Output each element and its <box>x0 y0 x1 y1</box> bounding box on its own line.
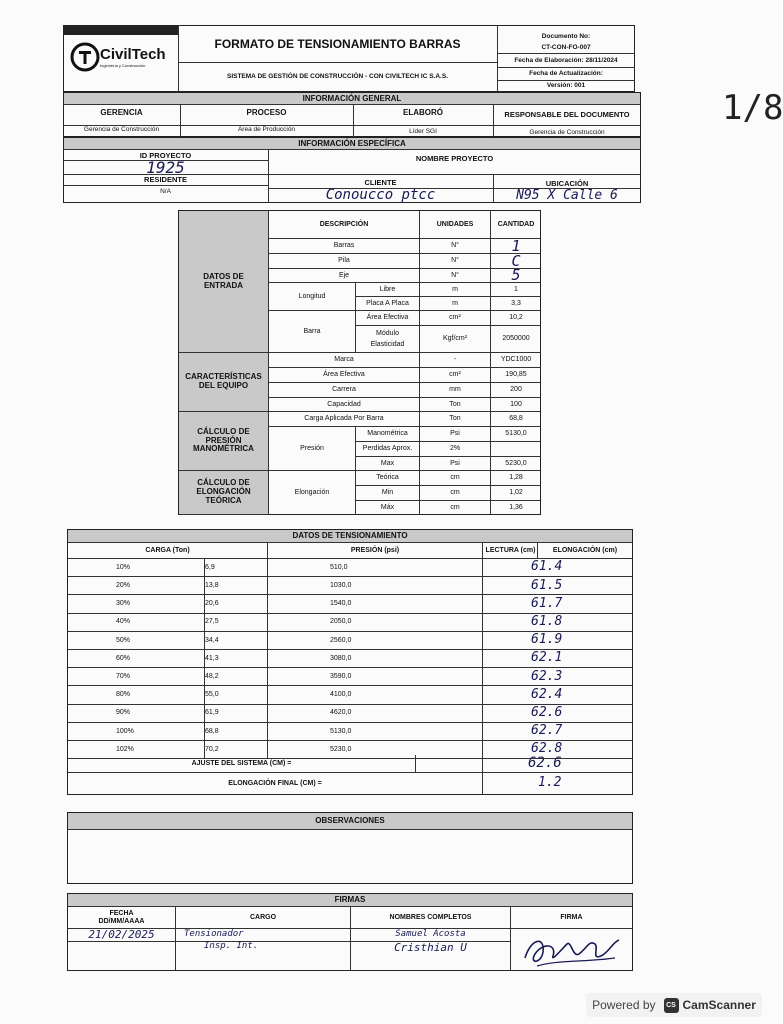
qty-carrera: 200 <box>491 383 541 398</box>
unit-max-elong: cm <box>420 501 491 515</box>
tension-psi: 4100,0 <box>268 686 483 704</box>
tension-psi: 5230,0 <box>268 741 483 759</box>
update-date-label: Fecha de Actualización: <box>529 70 603 77</box>
client-label: CLIENTE <box>364 178 397 187</box>
ajuste-spacer <box>416 755 483 773</box>
logo <box>70 40 174 74</box>
project-id-label: ID PROYECTO <box>139 151 192 160</box>
tension-psi: 510,0 <box>268 559 483 577</box>
general-header-proceso: PROCESO <box>246 108 287 117</box>
sig-header-nombres: NOMBRES COMPLETOS <box>351 907 511 929</box>
tension-pct: 70% <box>68 668 205 686</box>
qty-area: 10,2 <box>491 311 541 326</box>
sub-presion: Presión <box>269 427 356 471</box>
client-value: Conoucco ptcc <box>325 187 436 203</box>
unit-carga-aplicada: Ton <box>420 412 491 427</box>
location-label: UBICACIÓN <box>545 179 589 188</box>
tension-header-presion: PRESIÓN (psi) <box>268 543 483 559</box>
tension-read: 62.4 <box>483 686 538 704</box>
desc-carga-aplicada: Carga Aplicada Por Barra <box>269 412 420 427</box>
desc-marca: Marca <box>269 353 420 368</box>
general-value-proceso: Área de Producción <box>237 126 296 133</box>
ajuste-label: AJUSTE DEL SISTEMA (CM) = <box>68 755 416 773</box>
version: Versión: 001 <box>546 82 586 89</box>
col-cantidad: CANTIDAD <box>491 211 541 239</box>
desc-max-elong: Máx <box>356 501 420 515</box>
tension-elong <box>538 686 632 704</box>
tension-read: 61.9 <box>483 632 538 650</box>
tension-ton: 41,3 <box>205 650 268 668</box>
unit-min: cm <box>420 486 491 501</box>
tension-ton: 48,2 <box>205 668 268 686</box>
camscanner-badge[interactable] <box>586 993 762 1017</box>
unit-perdidas: 2% <box>420 442 491 457</box>
desc-max: Max <box>356 457 420 471</box>
project-name-label: NOMBRE PROYECTO <box>415 154 494 163</box>
sig-header-firma: FIRMA <box>511 907 632 929</box>
group-datos-entrada: DATOS DE ENTRADA <box>179 211 269 353</box>
desc-pila: Pila <box>269 254 420 269</box>
desc-min: Min <box>356 486 420 501</box>
unit-area-equipo: cm² <box>420 368 491 383</box>
final-label: ELONGACIÓN FINAL (CM) = <box>68 773 483 794</box>
tension-header-elongacion: ELONGACIÓN (cm) <box>538 543 632 559</box>
tension-ton: 34,4 <box>205 632 268 650</box>
qty-area-equipo: 190,85 <box>491 368 541 383</box>
document-subtitle: SISTEMA DE GESTIÓN DE CONSTRUCCIÓN - CON CIVILTECH IC S.A.S. <box>226 73 448 80</box>
tension-read: 62.8 <box>483 741 538 759</box>
sub-barra: Barra <box>269 311 356 353</box>
tension-psi: 2050,0 <box>268 614 483 632</box>
desc-placa: Placa A Placa <box>356 297 420 311</box>
unit-carrera: mm <box>420 383 491 398</box>
general-header-responsable: RESPONSABLE DEL DOCUMENTO <box>504 110 630 119</box>
tension-elong <box>538 650 632 668</box>
sig-fecha-2 <box>68 942 176 970</box>
tension-psi: 1030,0 <box>268 577 483 595</box>
tension-ton: 55,0 <box>205 686 268 704</box>
tension-header-lectura-pad <box>483 543 538 559</box>
elaboration-date: Fecha de Elaboración: 28/11/2024 <box>514 57 618 64</box>
tension-elong <box>538 632 632 650</box>
powered-by-text: Powered by <box>592 998 656 1012</box>
location-value: N95 X Calle 6 <box>516 188 618 203</box>
camscanner-brand: CamScanner <box>682 998 756 1012</box>
desc-modulo: Módulo Elasticidad <box>356 326 420 353</box>
header-logo-band <box>64 26 178 35</box>
desc-barras: Barras <box>269 239 420 254</box>
logo-icon <box>70 42 100 72</box>
tension-pct: 10% <box>68 559 205 577</box>
group-calculo-elongacion: CÁLCULO DE ELONGACIÓN TEÓRICA <box>179 471 269 515</box>
qty-carga-aplicada: 68,8 <box>491 412 541 427</box>
signatures-box <box>67 893 633 971</box>
doc-no: CT-CON-FO-007 <box>541 44 591 51</box>
handwritten-signature <box>517 930 627 970</box>
tension-ton: 13,8 <box>205 577 268 595</box>
general-header-gerencia: GERENCIA <box>100 108 143 117</box>
tension-ton: 70,2 <box>205 741 268 759</box>
sub-elongacion: Elongación <box>269 471 356 515</box>
tension-header-lectura: LECTURA (cm) <box>483 543 538 559</box>
desc-area-equipo: Área Efectiva <box>269 368 420 383</box>
unit-max: Psi <box>420 457 491 471</box>
qty-max-elong: 1,36 <box>509 504 523 512</box>
tension-table <box>67 529 633 795</box>
tension-pct: 30% <box>68 595 205 613</box>
document-title: FORMATO DE TENSIONAMIENTO BARRAS <box>214 37 461 51</box>
final-value: 1.2 <box>538 775 562 791</box>
qty-placa: 3,3 <box>491 297 541 311</box>
tension-pct: 90% <box>68 705 205 723</box>
logo-subtext: Ingeniería y Construcción <box>100 63 146 68</box>
group-caracteristicas-equipo: CARACTERÍSTICAS DEL EQUIPO <box>179 353 269 412</box>
tension-read: 61.5 <box>483 577 538 595</box>
tension-read: 62.7 <box>483 723 538 741</box>
tension-pct: 80% <box>68 686 205 704</box>
tension-read: 62.1 <box>483 650 538 668</box>
qty-barras: 1 <box>491 239 541 254</box>
qty-modulo: 2050000 <box>491 326 541 353</box>
sig-fecha-1: 21/02/2025 <box>68 929 176 942</box>
sig-nombre-2: Cristhian U <box>351 942 511 970</box>
tension-psi: 1540,0 <box>268 595 483 613</box>
project-id-value: 1925 <box>146 158 185 177</box>
general-info-title: INFORMACIÓN GENERAL <box>64 93 640 104</box>
general-value-elaboro: Líder SGI <box>409 128 437 135</box>
tension-read: 61.7 <box>483 595 538 613</box>
tension-read: 61.8 <box>483 614 538 632</box>
qty-max: 5230,0 <box>491 457 541 471</box>
tension-psi: 5130,0 <box>268 723 483 741</box>
tension-psi: 4620,0 <box>268 705 483 723</box>
resident-value: N/A <box>160 188 171 195</box>
tension-read: 62.3 <box>483 668 538 686</box>
qty-libre: 1 <box>491 283 541 297</box>
tension-pct: 40% <box>68 614 205 632</box>
qty-teorica: 1,28 <box>491 471 541 486</box>
qty-manometrica: 5130,0 <box>491 427 541 442</box>
tension-elong <box>538 614 632 632</box>
tension-pct: 60% <box>68 650 205 668</box>
desc-carrera: Carrera <box>269 383 420 398</box>
tension-read: 62.6 <box>483 705 538 723</box>
unit-marca: - <box>420 353 491 368</box>
tension-elong <box>538 577 632 595</box>
resident-label: RESIDENTE <box>144 175 187 184</box>
sig-cargo-1: Tensionador <box>176 929 351 942</box>
logo-text: CivilTech <box>100 46 166 63</box>
tension-elong <box>538 668 632 686</box>
general-header-elaboro: ELABORÓ <box>403 108 443 117</box>
tension-ton: 68,8 <box>205 723 268 741</box>
tension-elong <box>538 595 632 613</box>
tension-psi: 3590,0 <box>268 668 483 686</box>
tension-psi: 2560,0 <box>268 632 483 650</box>
unit-area: cm² <box>420 311 491 326</box>
tension-ton: 20,6 <box>205 595 268 613</box>
tension-elong <box>538 723 632 741</box>
sig-firma-1 <box>511 929 632 970</box>
col-descripcion: DESCRIPCIÓN <box>269 211 420 239</box>
col-unidades: UNIDADES <box>420 211 491 239</box>
sig-header-fecha: FECHA DD/MM/AAAA <box>68 907 176 929</box>
desc-manometrica: Manométrica <box>356 427 420 442</box>
unit-pila: N° <box>420 254 491 269</box>
tension-ton: 27,5 <box>205 614 268 632</box>
observations-box[interactable] <box>67 812 633 884</box>
qty-capacidad: 100 <box>491 398 541 412</box>
qty-pila: C <box>491 254 541 269</box>
qty-min: 1,02 <box>491 486 541 501</box>
desc-teorica: Teórica <box>356 471 420 486</box>
desc-eje: Eje <box>269 269 420 283</box>
qty-eje: 5 <box>491 269 541 283</box>
sig-cargo-2: Insp. Int. <box>176 942 351 970</box>
qty-perdidas <box>491 442 541 457</box>
unit-placa: m <box>420 297 491 311</box>
tension-pct: 20% <box>68 577 205 595</box>
page-note: 1/8 <box>722 88 783 128</box>
tension-header-carga: CARGA (Ton) <box>68 543 268 559</box>
group-calculo-presion: CÁLCULO DE PRESIÓN MANOMÉTRICA <box>179 412 269 471</box>
observations-title: OBSERVACIONES <box>68 813 632 830</box>
sub-longitud: Longitud <box>269 283 356 311</box>
tension-elong <box>538 705 632 723</box>
tension-elong <box>538 559 632 577</box>
general-value-responsable: Gerencia de Construcción <box>529 129 605 136</box>
unit-modulo: Kgf/cm² <box>420 326 491 353</box>
camscanner-icon: CS <box>664 998 679 1013</box>
tension-pct: 102% <box>68 741 205 759</box>
unit-libre: m <box>420 283 491 297</box>
unit-eje: N° <box>420 269 491 283</box>
qty-marca: YDC1000 <box>491 353 541 368</box>
unit-manometrica: Psi <box>420 427 491 442</box>
tension-ton: 6,9 <box>205 559 268 577</box>
desc-perdidas: Perdidas Aprox. <box>356 442 420 457</box>
sig-nombre-1: Samuel Acosta <box>351 929 511 942</box>
unit-capacidad: Ton <box>420 398 491 412</box>
tension-ton: 61,9 <box>205 705 268 723</box>
tension-title: DATOS DE TENSIONAMIENTO <box>68 530 632 543</box>
sig-header-cargo: CARGO <box>176 907 351 929</box>
signatures-title: FIRMAS <box>68 894 632 907</box>
doc-no-label: Documento No: <box>541 33 591 40</box>
desc-capacidad: Capacidad <box>269 398 420 412</box>
input-table <box>178 210 541 515</box>
general-value-gerencia: Gerencia de Construcción <box>83 126 160 133</box>
desc-area: Área Efectiva <box>356 311 420 326</box>
tension-pct: 50% <box>68 632 205 650</box>
unit-barras: N° <box>420 239 491 254</box>
tension-read: 61.4 <box>483 559 538 577</box>
specific-info-title: INFORMACIÓN ESPECÍFICA <box>64 138 640 149</box>
ajuste-value: 62.6 <box>483 755 632 773</box>
unit-teorica: cm <box>420 471 491 486</box>
tension-psi: 3080,0 <box>268 650 483 668</box>
desc-libre: Libre <box>356 283 420 297</box>
tension-pct: 100% <box>68 723 205 741</box>
